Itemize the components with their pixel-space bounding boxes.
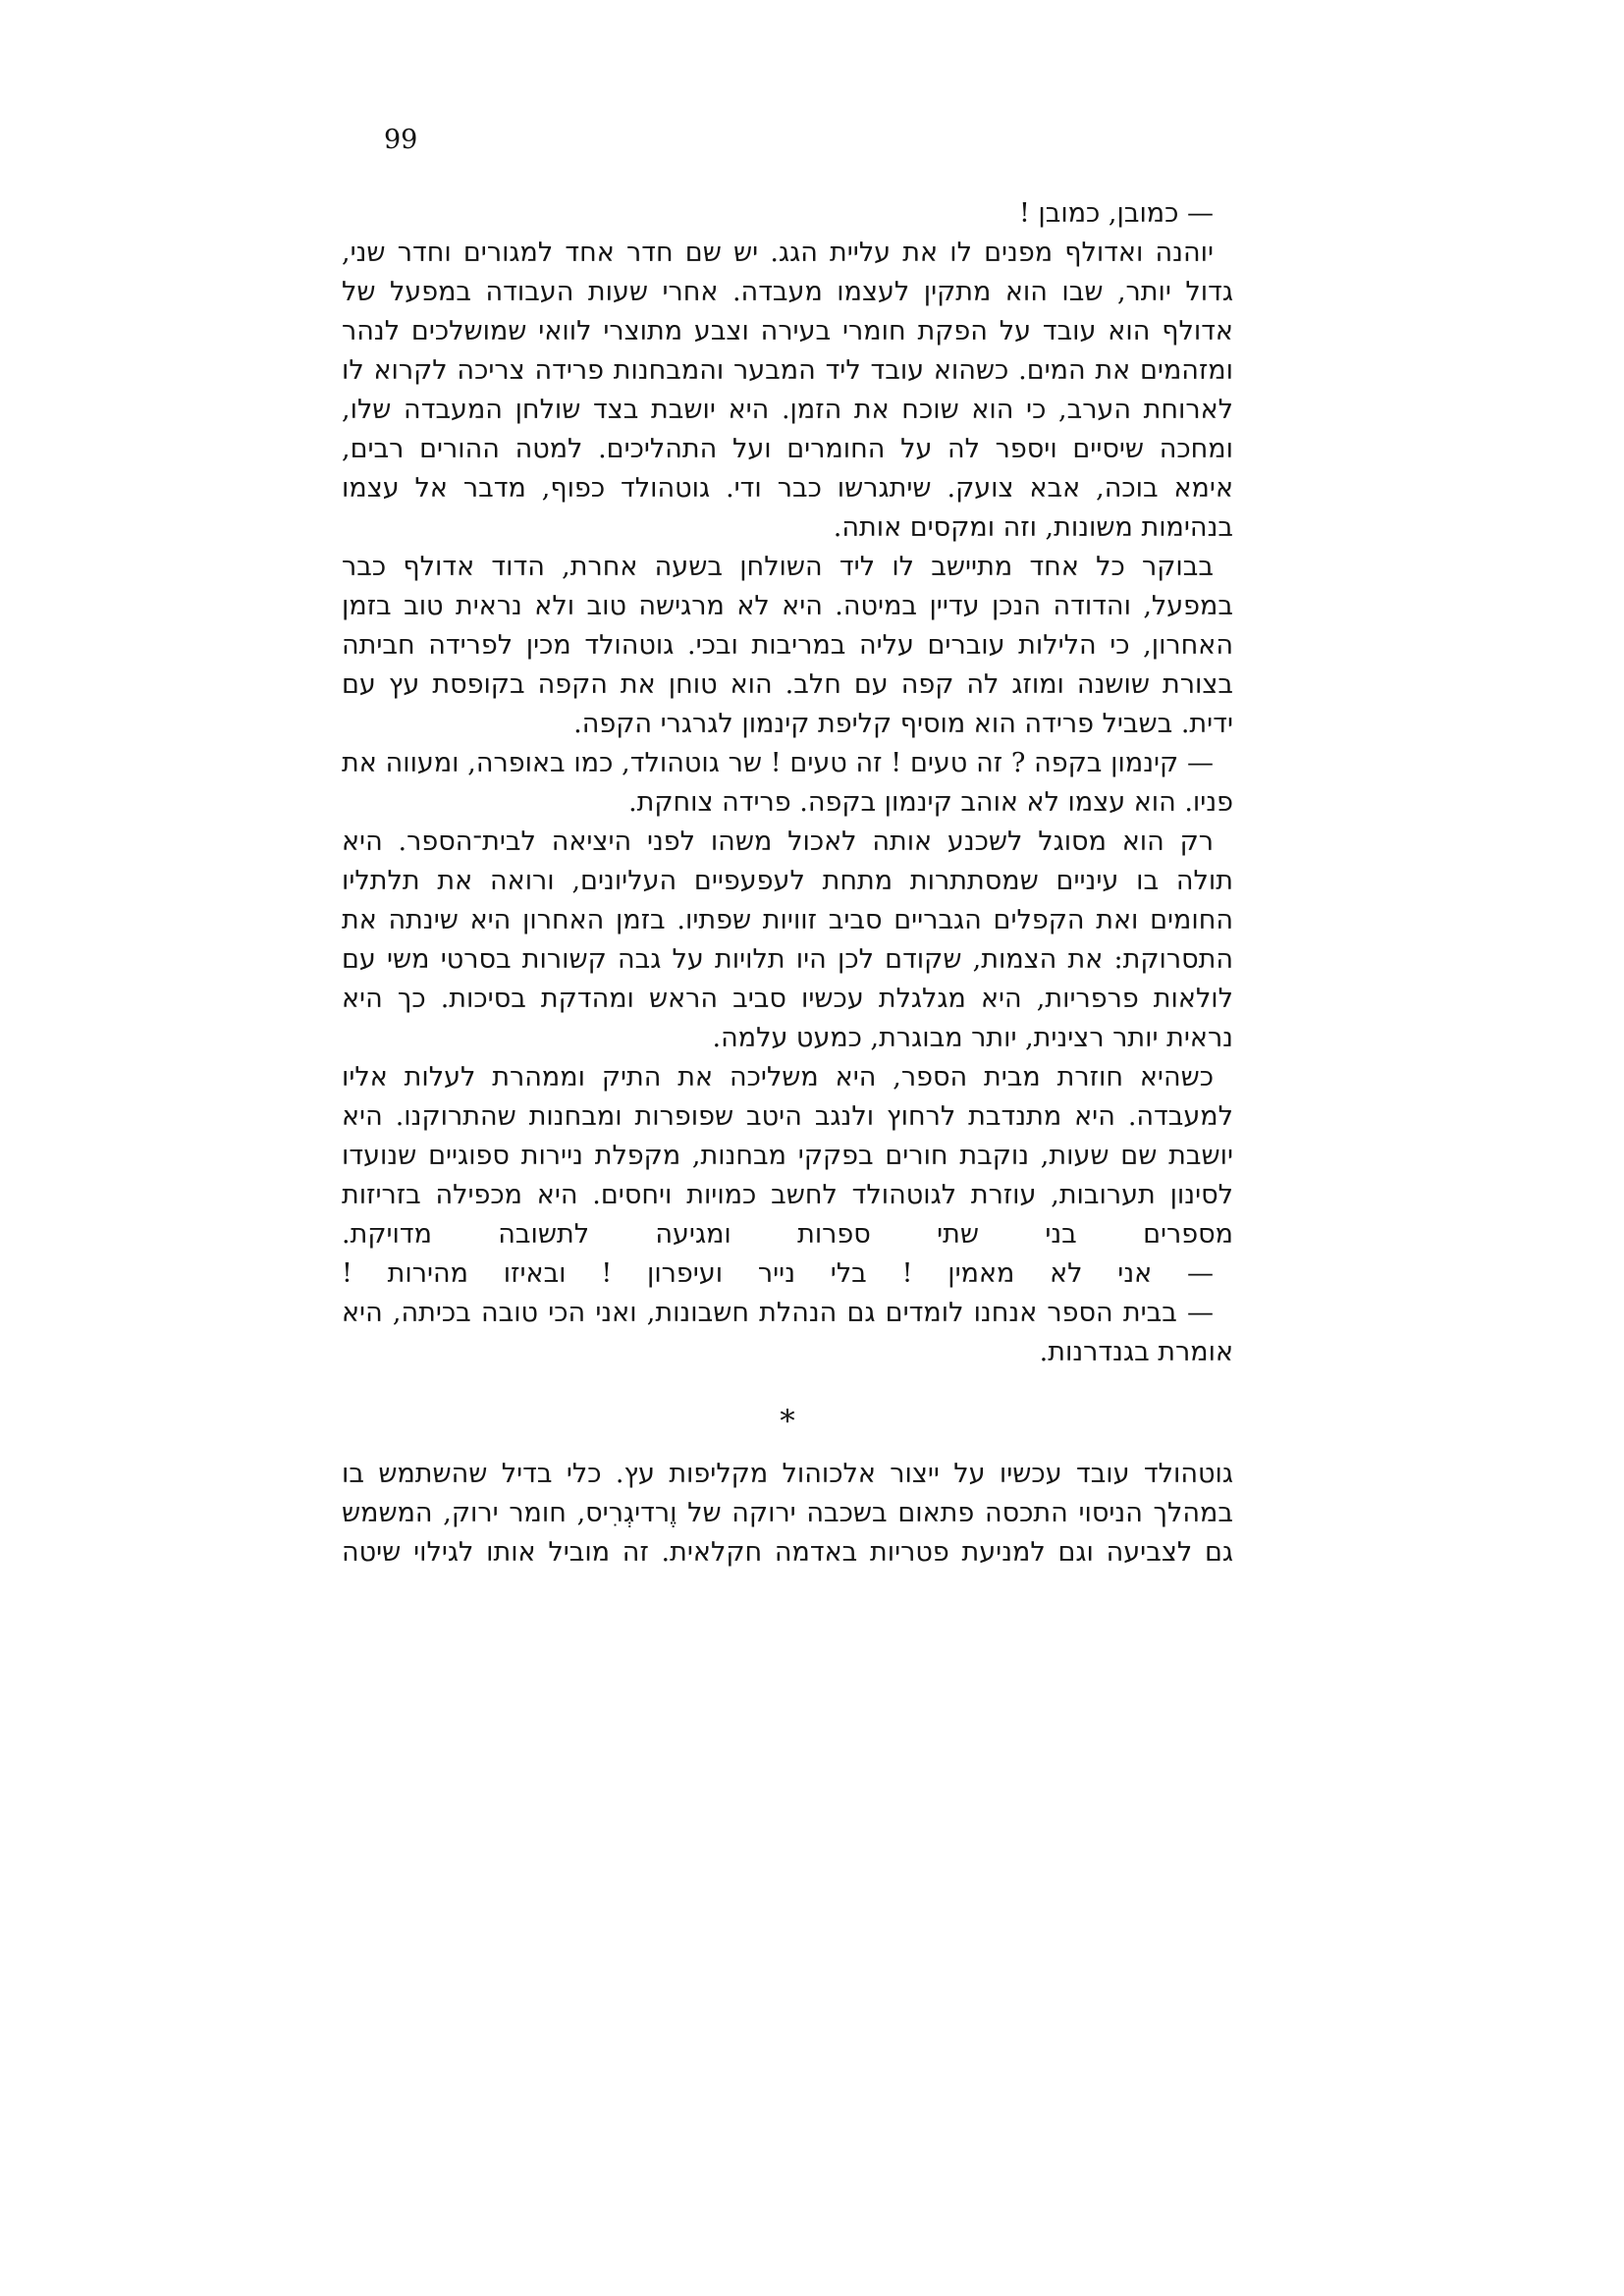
text-line-content: ומחכה שיסיים ויספר לה על החומרים ועל התהליכים. למטה ההורים רבים, (342, 434, 1233, 464)
text-line (342, 1097, 1233, 1137)
text-line-content: אדולף הוא עובד על הפקת חומרי בעירה וצבע מתוצרי לוואי שמושלכים לנהר (342, 316, 1233, 347)
text-line-content: במהלך הניסוי התכסה פתאום בשכבה ירוקה של וֶרדיגְרִיס, חומר ירוק, המשמש (342, 1498, 1233, 1528)
text-line-content: יוהנה ואדולף מפנים לו את עליית הגג. יש שם חדר אחד למגורים וחדר שני, (342, 238, 1214, 268)
text-line (342, 508, 1233, 548)
dialogue-paragraph (342, 744, 1233, 823)
text-line-content: בבוקר כל אחד מתיישב לו ליד השולחן בשעה אחרת, הדוד אדולף כבר (342, 552, 1214, 582)
page-number: 99 (384, 125, 418, 155)
text-line-content: תולה בו עיניים שמסתתרות מתחת לעפעפיים העליונים, ורואה את תלתליו (342, 866, 1233, 896)
text-line-content: גדול יותר, שבו הוא מתקין לעצמו מעבדה. אחרי שעות העבודה במפעל של (342, 277, 1233, 307)
text-line-content: האחרון, כי הלילות עוברים עליה במריבות ובכי. גוטהולד מכין לפרידה חביתה (342, 630, 1233, 661)
dialogue-paragraph (342, 1255, 1233, 1294)
text-line-content: יושבת שם שעות, נוקבת חורים בפקקי מבחנות, מקפלת ניירות ספוגיים שנועדו (342, 1141, 1233, 1171)
text-line (342, 901, 1233, 940)
text-line-content: — קינמון בקפה ? זה טעים ! זה טעים ! שר גוטהולד, כמו באופרה, ומעווה את (342, 748, 1214, 778)
text-line (342, 548, 1233, 587)
text-line (342, 194, 1233, 234)
dialogue-paragraph (342, 194, 1233, 234)
text-line-content: רק הוא מסוגל לשכנע אותה לאכול משהו לפני היציאה לבית־הספר. היא (342, 827, 1214, 857)
text-line (342, 391, 1233, 430)
text-line (342, 234, 1233, 273)
text-line (342, 862, 1233, 901)
text-line (342, 1533, 1233, 1573)
text-line (342, 626, 1233, 666)
text-line-content: התסרוקת: את הצמות, שקודם לכן היו תלויות על גבה קשורות בסרטי משי עם (342, 944, 1233, 975)
text-line (342, 469, 1233, 508)
text-line-content: ידית. בשביל פרידה הוא מוסיף קליפת קינמון לגרגרי הקפה. (573, 709, 1233, 739)
text-line-content: — אני לא מאמין ! בלי נייר ועיפרון ! ובאיזו מהירות ! (342, 1258, 1214, 1289)
text-line (342, 783, 1233, 823)
text-line-content: פניו. הוא עצמו לא אוהב קינמון בקפה. פרידה צוחקת. (628, 787, 1233, 818)
paragraph (342, 1058, 1233, 1255)
paragraph (342, 823, 1233, 1058)
text-line (342, 351, 1233, 391)
text-line-content: גם לצביעה וגם למניעת פטריות באדמה חקלאית. זה מוביל אותו לגילוי שיטה (342, 1537, 1233, 1568)
text-line-content: במפעל, והדודה הנכן עדיין במיטה. היא לא מרגישה טוב ולא נראית טוב בזמן (342, 591, 1233, 621)
text-line-content: בנהימות משונות, וזה ומקסים אותה. (833, 512, 1233, 543)
text-line (342, 1455, 1233, 1494)
asterisk: * (780, 1404, 795, 1439)
text-line (342, 823, 1233, 862)
paragraph (342, 1455, 1233, 1573)
text-line (342, 273, 1233, 312)
text-line (342, 430, 1233, 469)
text-line (342, 1333, 1233, 1372)
text-line-content: החומים ואת הקפלים הגבריים סביב זוויות שפתיו. בזמן האחרון היא שינתה את (342, 905, 1233, 935)
text-line (342, 940, 1233, 980)
text-line (342, 1137, 1233, 1176)
text-line (342, 744, 1233, 783)
text-line (342, 1215, 1233, 1255)
text-line-content: בצורת שושנה ומוזג לה קפה עם חלב. הוא טוחן את הקפה בקופסת עץ עם (342, 669, 1233, 700)
text-line (342, 705, 1233, 744)
text-line (342, 587, 1233, 626)
text-line (342, 1058, 1233, 1097)
text-line-content: לסינון תערובות, עוזרת לגוטהולד לחשב כמויות ויחסים. היא מכפילה בזריזות (342, 1180, 1233, 1210)
text-line (342, 666, 1233, 705)
section-separator (342, 1402, 1233, 1441)
text-column (342, 194, 1233, 1573)
paragraph (342, 234, 1233, 548)
text-line-content: נראית יותר רצינית, יותר מבוגרת, כמעט עלמה. (712, 1023, 1233, 1053)
text-line (342, 1294, 1233, 1333)
text-line (342, 1176, 1233, 1215)
text-line-content: — בבית הספר אנחנו לומדים גם הנהלת חשבונות, ואני הכי טובה בכיתה, היא (342, 1298, 1214, 1328)
text-line (342, 1255, 1233, 1294)
text-line-content: מספרים בני שתי ספרות ומגיעה לתשובה מדויקת. (342, 1219, 1233, 1250)
text-line (342, 1019, 1233, 1058)
text-line-content: ומזהמים את המים. כשהוא עובד ליד המבער והמבחנות פרידה צריכה לקרוא לו (342, 355, 1233, 386)
text-line-content: אומרת בגנדרנות. (1039, 1337, 1233, 1367)
text-line-content: כשהיא חוזרת מבית הספר, היא משליכה את התיק וממהרת לעלות אליו (342, 1062, 1214, 1093)
dialogue-paragraph (342, 1294, 1233, 1372)
text-line-content: אימא בוכה, אבא צועק. שיתגרשו כבר ודי. גוטהולד כפוף, מדבר אל עצמו (342, 473, 1233, 504)
paragraph (342, 548, 1233, 744)
text-line-content: למעבדה. היא מתנדבת לרחוץ ולנגב היטב שפופרות ומבחנות שהתרוקנו. היא (342, 1101, 1233, 1132)
text-line (342, 312, 1233, 351)
text-line-content: לארוחת הערב, כי הוא שוכח את הזמן. היא יושבת בצד שולחן המעבדה שלו, (342, 395, 1233, 425)
text-line-content: — כמובן, כמובן ! (1018, 198, 1214, 229)
text-line-content: לולאות פרפריות, היא מגלגלת עכשיו סביב הראש ומהדקת בסיכות. כך היא (342, 984, 1233, 1014)
text-line (342, 980, 1233, 1019)
text-line (342, 1494, 1233, 1533)
text-line-content: גוטהולד עובד עכשיו על ייצור אלכוהול מקליפות עץ. כלי בדיל שהשתמש בו (342, 1459, 1233, 1489)
